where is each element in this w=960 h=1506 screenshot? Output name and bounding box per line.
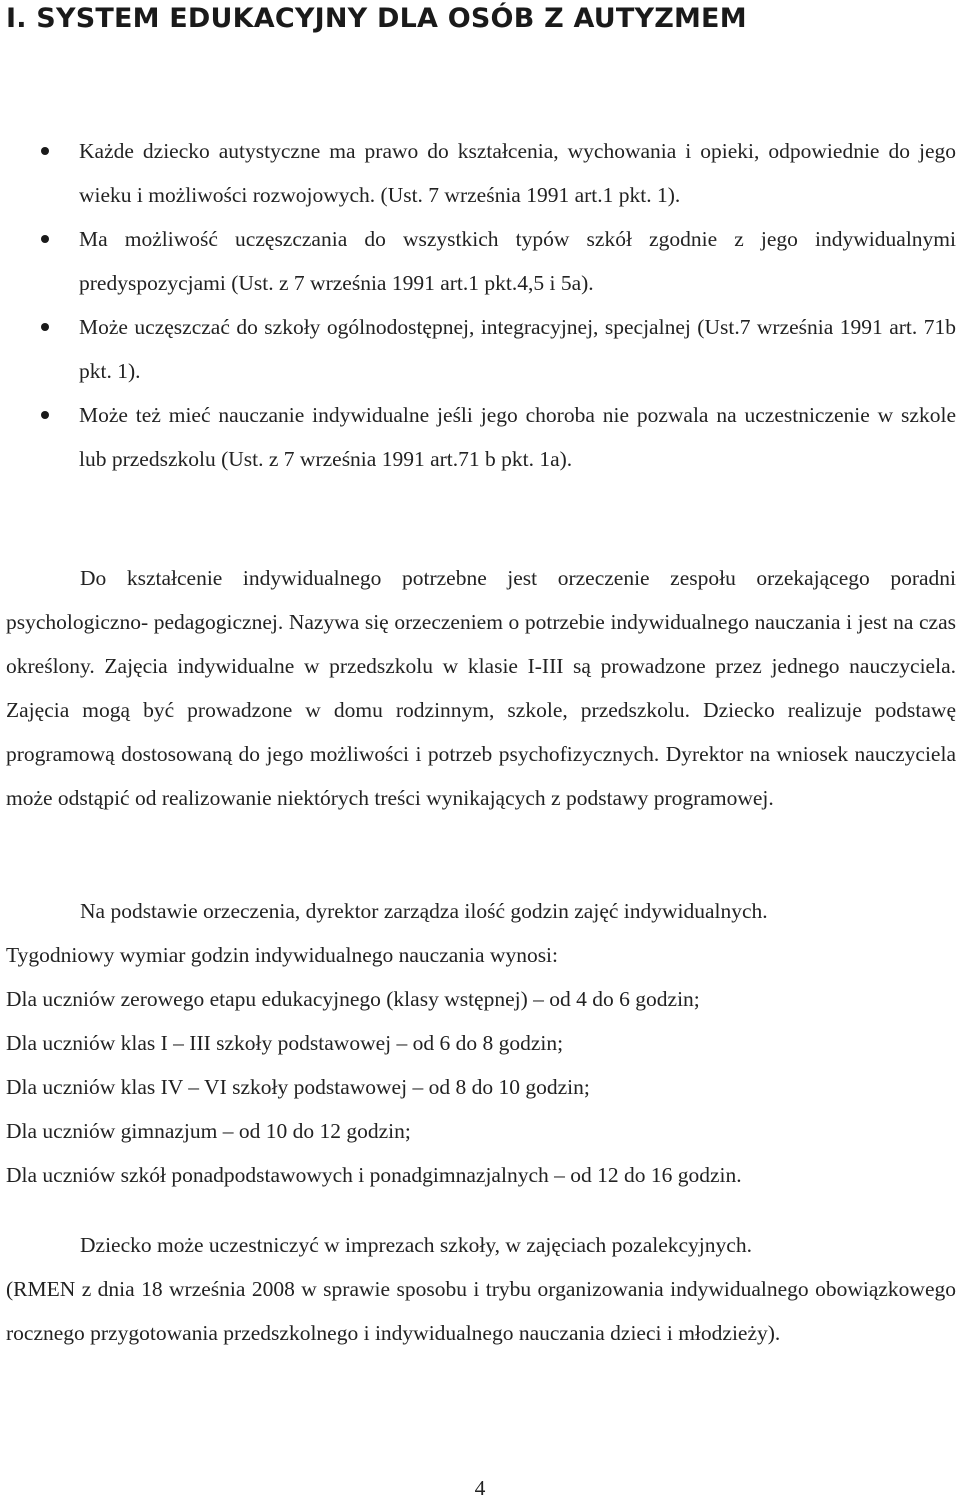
individual-teaching-paragraph: Do kształcenie indywidualnego potrzebne jest orzeczenie zespołu orzekającego poradni psychologiczno- pedagogicznej. Nazywa się orzeczeniem o potrzebie indywidualnego nauczania i jest na czas określony. Zajęcia indywidualne w przedszkolu w klasie I-III są prowadzone przez jednego nauczyciela. Zajęcia mogą być prowadzone w domu rodzinnym, szkole, przedszkolu. Dziecko realizuje podstawę programową dostosowaną do jego możliwości i potrzeb psychofizycznych. Dyrektor na wniosek nauczyciela może odstąpić od realizowanie niektórych treści wynikających z podstawy programowej. (6, 566, 956, 810)
page-number: 4 (474, 1476, 486, 1500)
bullet-item (0, 129, 960, 217)
weekly-hours-item: Dla uczniów klas I – III szkoły podstawowej – od 6 do 8 godzin; (6, 1031, 564, 1055)
bullet-text: Ma możliwość uczęszczania do wszystkich typów szkół zgodnie z jego indywidualnymi predyspozycjami (Ust. z 7 września 1991 art.1 pkt.4,5 i 5a). (79, 227, 956, 295)
hours-decision-paragraph: Na podstawie orzeczenia, dyrektor zarządza ilość godzin zajęć indywidualnych. (80, 899, 768, 923)
bullet-item (0, 305, 960, 393)
weekly-hours-item: Dla uczniów gimnazjum – od 10 do 12 godzin; (6, 1119, 411, 1143)
weekly-hours-item: Dla uczniów szkół ponadpodstawowych i ponadgimnazjalnych – od 12 do 16 godzin. (6, 1163, 742, 1187)
bullet-text: Może też mieć nauczanie indywidualne jeśli jego choroba nie pozwala na uczestniczenie w szkole lub przedszkolu (Ust. z 7 września 1991 art.71 b pkt. 1a). (79, 403, 956, 471)
bullet-text: Może uczęszczać do szkoły ogólnodostępnej, integracyjnej, specjalnej (Ust.7 września 1991 art. 71b pkt. 1). (79, 315, 956, 383)
bullet-text: Każde dziecko autystyczne ma prawo do kształcenia, wychowania i opieki, odpowiednie do jego wieku i możliwości rozwojowych. (Ust. 7 września 1991 art.1 pkt. 1). (79, 139, 956, 207)
bullet-icon (41, 323, 49, 331)
bullet-icon (41, 147, 49, 155)
regulation-reference-paragraph: (RMEN z dnia 18 września 2008 w sprawie sposobu i trybu organizowania indywidualnego obowiązkowego rocznego przygotowania przedszkolnego i indywidualnego nauczania dzieci i młodzieży). (6, 1277, 956, 1345)
rights-bullet-list (0, 129, 960, 481)
weekly-hours-intro: Tygodniowy wymiar godzin indywidualnego nauczania wynosi: (6, 943, 559, 967)
section-title: I. SYSTEM EDUKACYJNY DLA OSÓB Z AUTYZMEM (6, 3, 747, 34)
extracurricular-paragraph: Dziecko może uczestniczyć w imprezach szkoły, w zajęciach pozalekcyjnych. (80, 1233, 752, 1257)
weekly-hours-list (0, 933, 956, 1197)
weekly-hours-item: Dla uczniów zerowego etapu edukacyjnego (klasy wstępnej) – od 4 do 6 godzin; (6, 987, 700, 1011)
weekly-hours-item: Dla uczniów klas IV – VI szkoły podstawowej – od 8 do 10 godzin; (6, 1075, 590, 1099)
bullet-icon (41, 411, 49, 419)
bullet-item (0, 217, 960, 305)
bullet-icon (41, 235, 49, 243)
bullet-item (0, 393, 960, 481)
